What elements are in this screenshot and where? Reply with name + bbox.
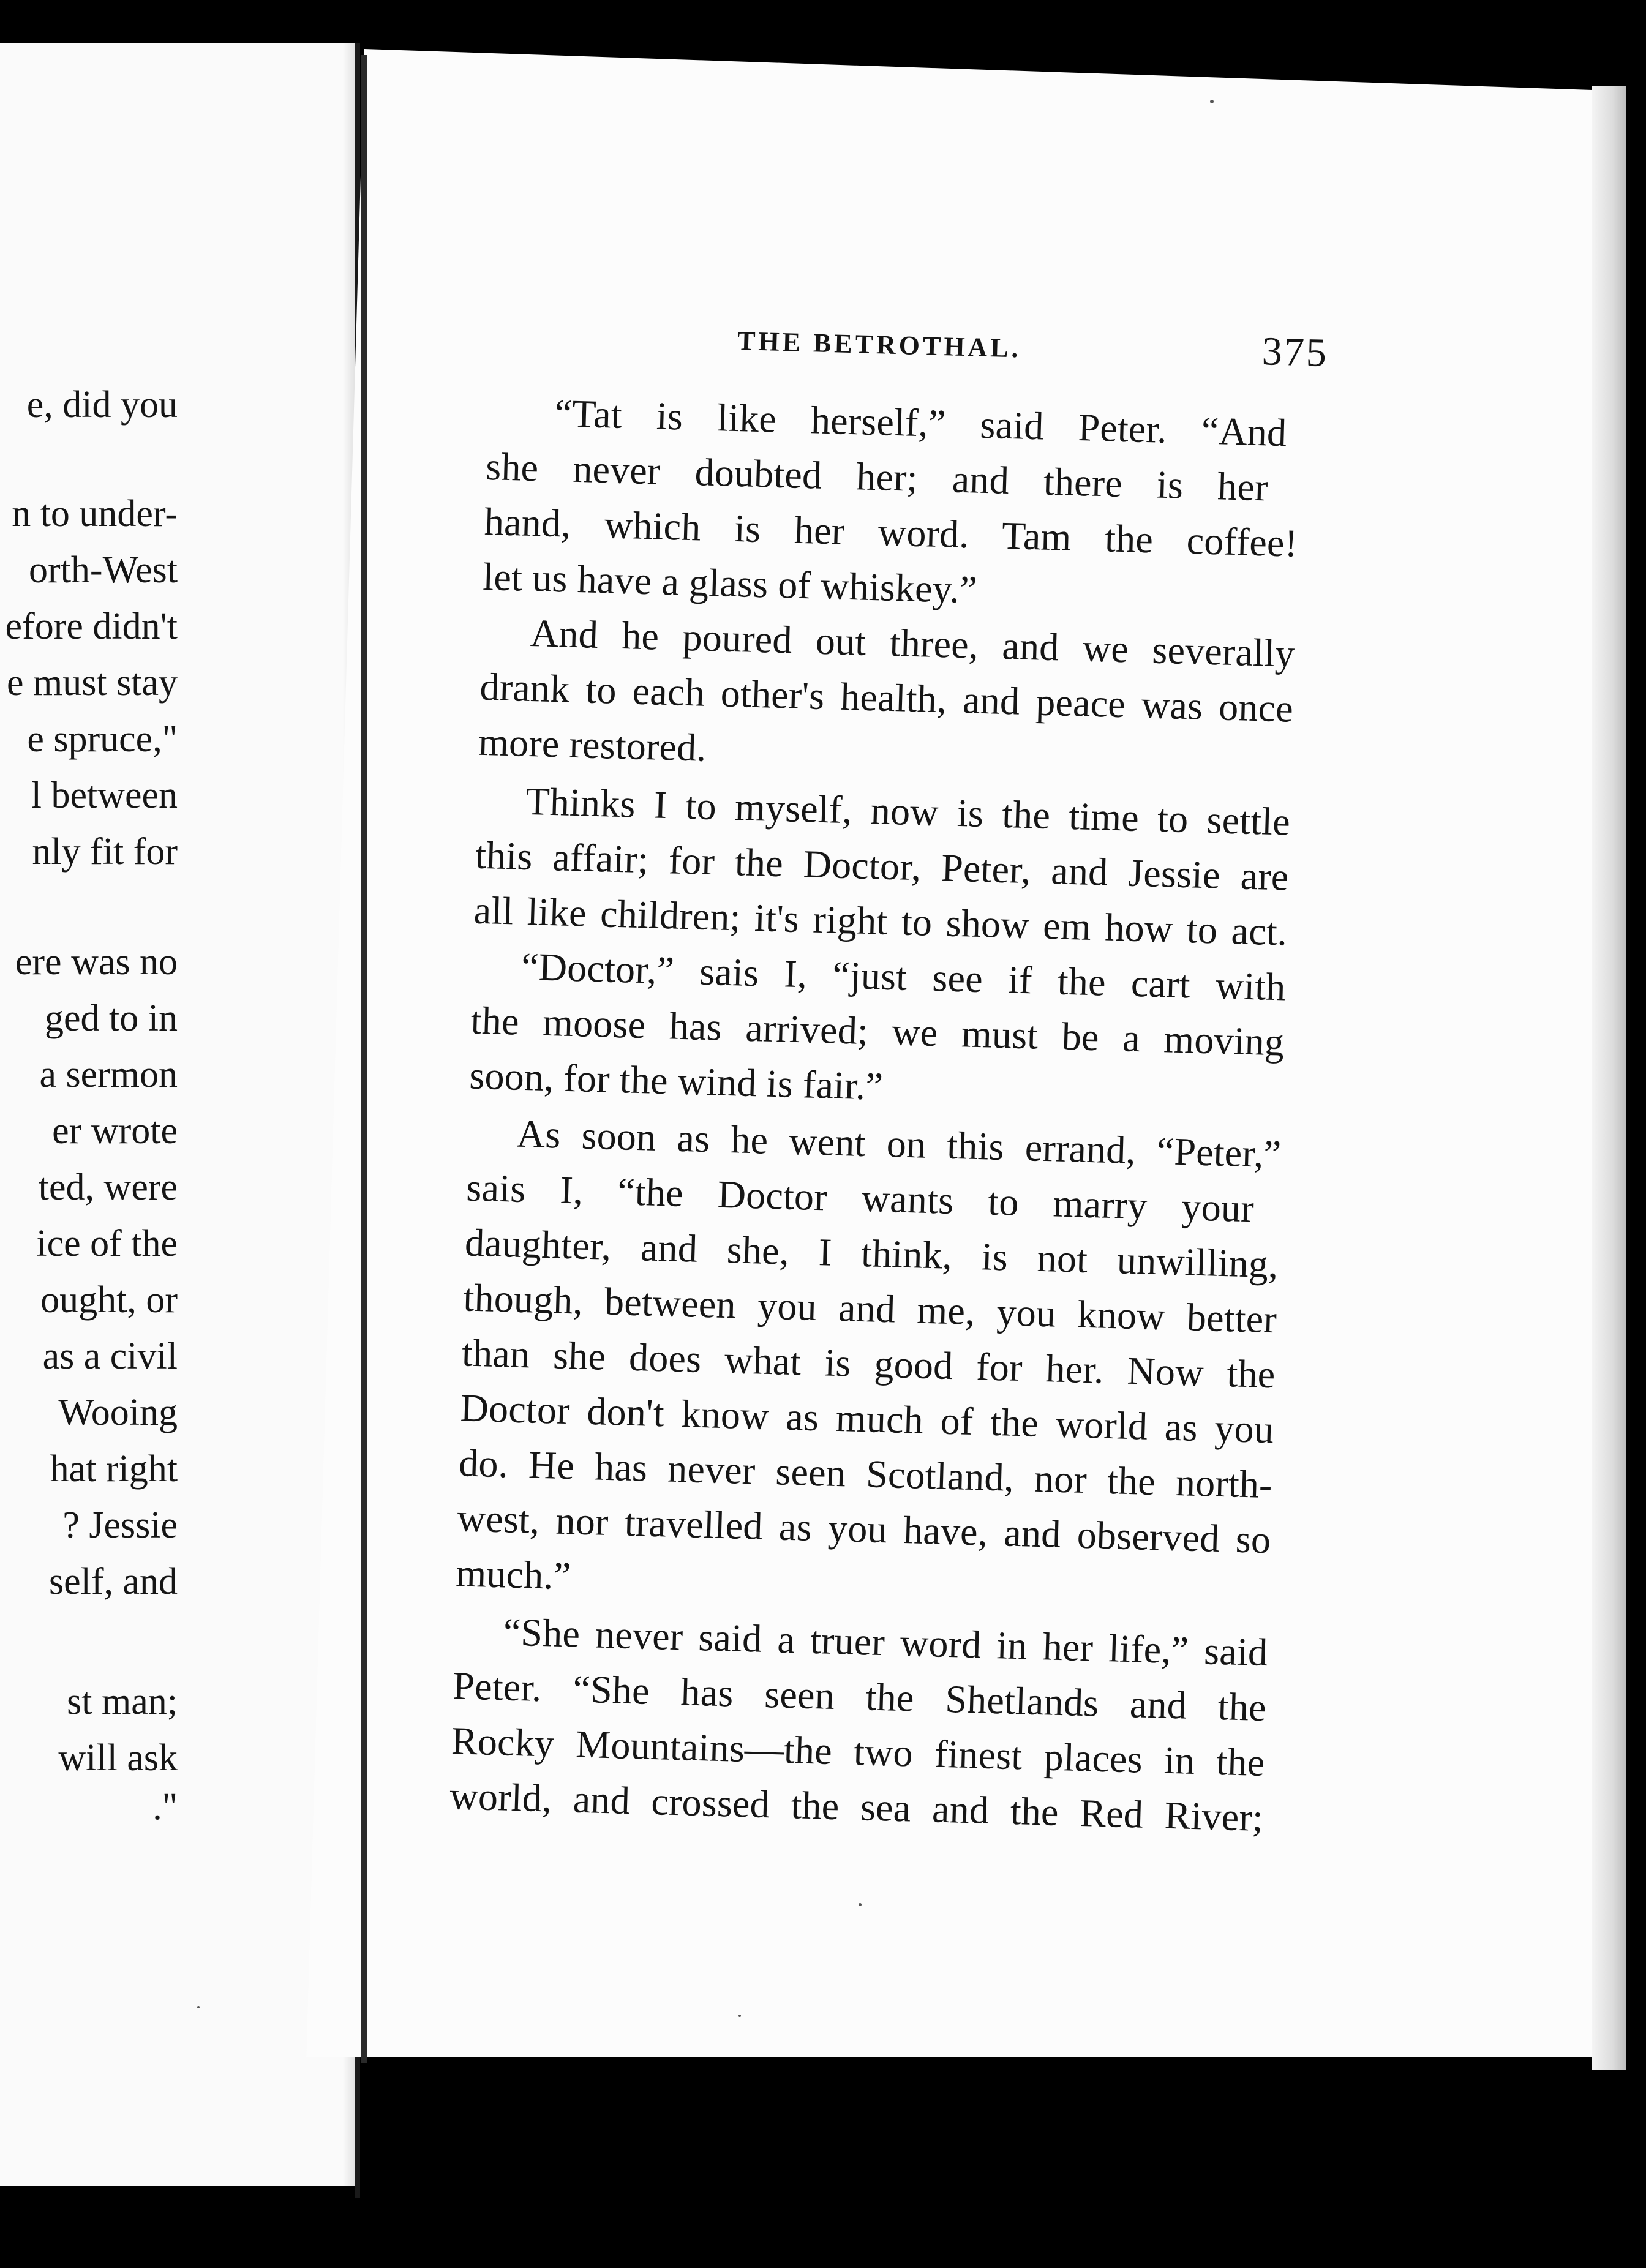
left-page-line: nly fit for: [32, 831, 178, 873]
running-head: THE BETROTHAL.: [737, 325, 1022, 364]
left-page-line: ice of the: [36, 1223, 178, 1264]
body-line: “She never said a truer word in her life,” said: [503, 1610, 1269, 1675]
left-page-line: e, did you: [26, 384, 178, 426]
body-line: world, and crossed the sea and the Red River;: [449, 1774, 1264, 1840]
body-line: drank to each other's health, and peace was once: [479, 664, 1294, 730]
body-line: And he poured out three, and we severally: [530, 610, 1296, 675]
body-line: though, between you and me, you know better: [462, 1275, 1277, 1342]
left-page-line: e spruce,": [27, 718, 178, 760]
right-page-fore-edge: [1592, 86, 1626, 2070]
body-line: this affair; for the Doctor, Peter, and Jessie are: [475, 833, 1290, 899]
left-page-line: self, and: [48, 1561, 178, 1602]
left-page: [0, 43, 358, 2186]
body-line: soon, for the wind is fair.”: [468, 1053, 884, 1108]
body-line: than she does what is good for her. Now the: [461, 1331, 1276, 1397]
left-page-line: st man;: [67, 1681, 178, 1722]
left-page-line: ought, or: [40, 1279, 178, 1321]
body-line: Peter. “She has seen the Shetlands and the: [452, 1664, 1267, 1730]
paper-speck: [738, 2015, 741, 2017]
body-line: the moose has arrived; we must be a moving: [470, 998, 1285, 1064]
body-line: Thinks I to myself, now is the time to settle: [525, 779, 1291, 844]
left-page-line: hat right: [50, 1448, 178, 1490]
body-line: hand, which is her word. Tam the coffee!: [484, 499, 1299, 565]
body-line: “Doctor,” sais I, “just see if the cart with: [520, 944, 1287, 1009]
book-gutter: [361, 55, 367, 2063]
body-line: do. He has never seen Scotland, nor the north-: [458, 1441, 1273, 1507]
left-page-line: ted, were: [38, 1166, 178, 1208]
body-line: more restored.: [478, 719, 707, 770]
left-page-line: as a civil: [42, 1335, 178, 1377]
body-line: sais I, “the Doctor wants to marry your: [465, 1165, 1255, 1231]
body-line: As soon as he went on this errand, “Peter,”: [516, 1111, 1282, 1176]
right-page-text-block: [446, 318, 1334, 1945]
body-line: much.”: [455, 1551, 572, 1598]
left-page-line: efore didn't: [5, 606, 178, 647]
left-page-line: l between: [31, 775, 178, 816]
paper-speck: [859, 1903, 862, 1906]
left-page-line: n to under-: [12, 493, 178, 535]
left-page-line: ged to in: [45, 997, 178, 1039]
body-line: daughter, and she, I think, is not unwilling,: [464, 1220, 1279, 1286]
paper-speck: [1210, 100, 1214, 103]
left-page-line: ? Jessie: [62, 1504, 178, 1546]
body-line: “Tat is like herself,” said Peter. “And: [554, 391, 1288, 455]
page-number: 375: [1261, 329, 1329, 376]
body-line: Rocky Mountains—the two finest places in the: [451, 1719, 1266, 1785]
left-page-line: ere was no: [15, 941, 178, 983]
left-page-line: will ask: [58, 1737, 178, 1779]
left-page-line: a sermon: [39, 1054, 178, 1095]
body-line: Doctor don't know as much of the world as you: [459, 1386, 1275, 1452]
left-page-line: er wrote: [52, 1110, 178, 1152]
paper-speck: [197, 2006, 200, 2008]
body-line: let us have a glass of whiskey.”: [482, 554, 978, 612]
left-page-line: e must stay: [7, 662, 178, 704]
body-line: west, nor travelled as you have, and observed so: [457, 1496, 1272, 1562]
left-page-line: .": [152, 1786, 178, 1828]
body-line: she never doubted her; and there is her: [485, 444, 1269, 509]
left-page-line: orth-West: [29, 549, 178, 591]
left-page-line: Wooing: [58, 1392, 178, 1433]
body-line: all like children; it's right to show em how to act.: [473, 888, 1288, 954]
